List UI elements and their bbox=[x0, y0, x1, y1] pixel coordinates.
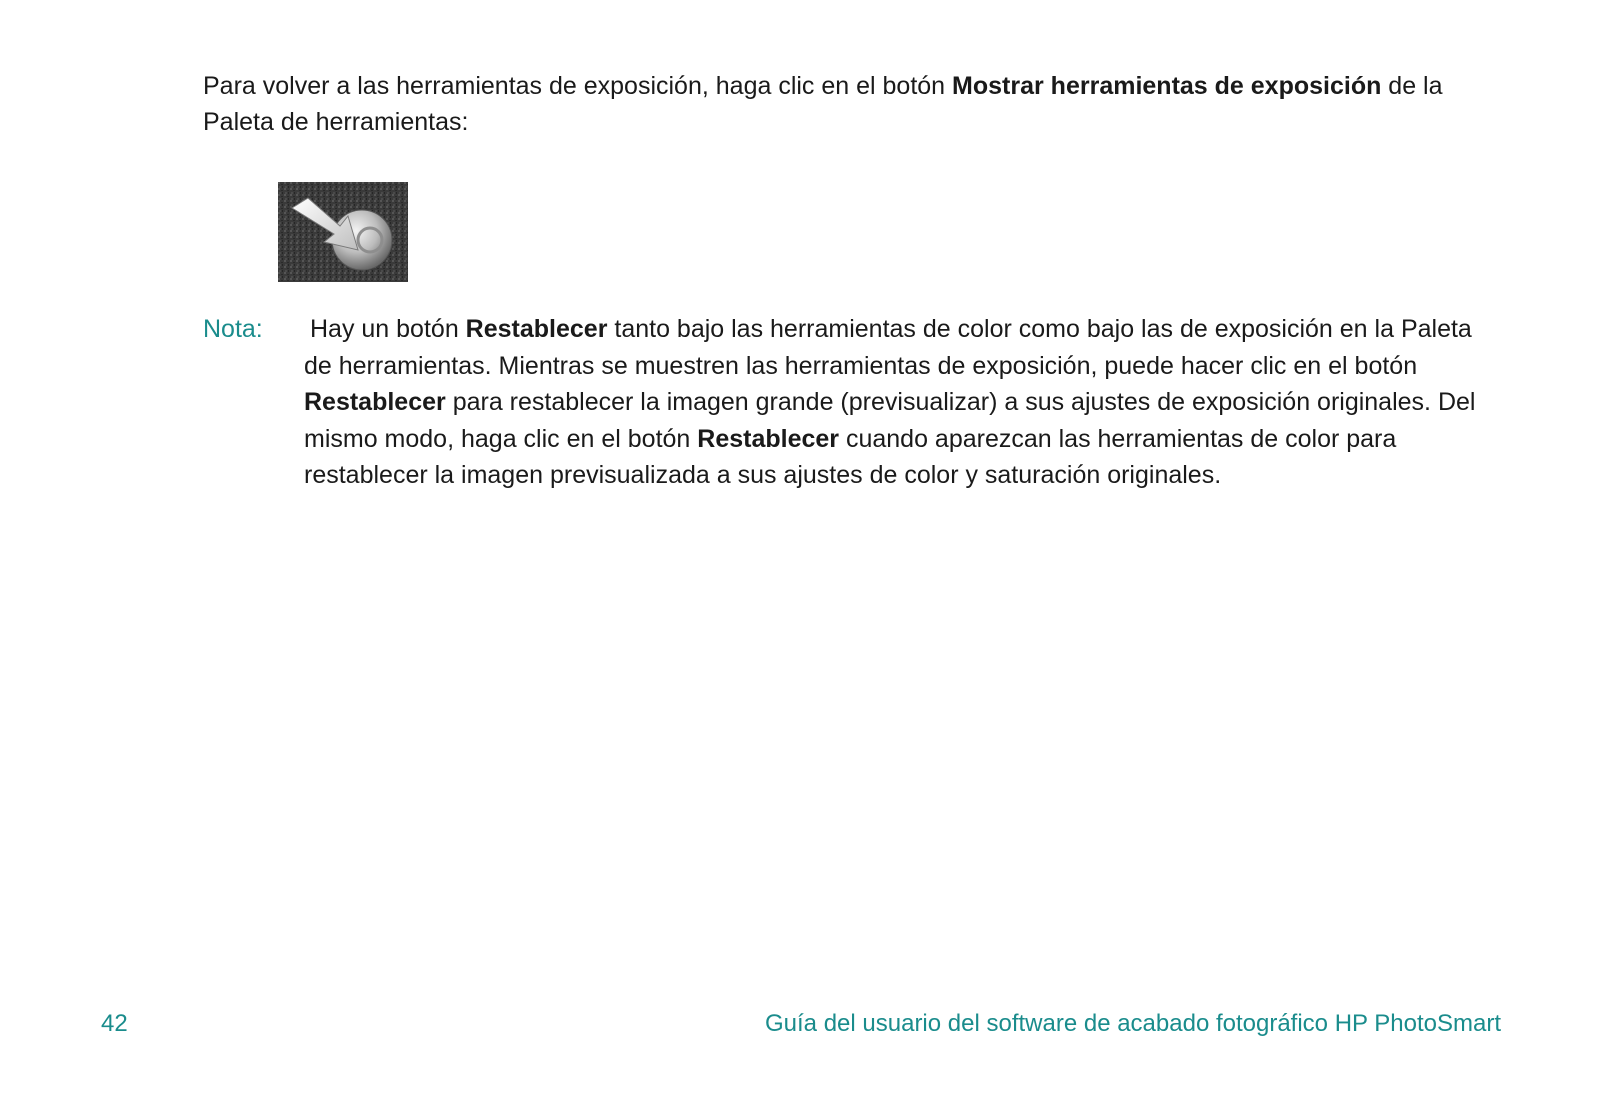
note-label: Nota: bbox=[203, 315, 263, 343]
note-bold-reset-1: Restablecer bbox=[465, 315, 608, 343]
intro-text-after: de la Paleta de herramientas: bbox=[203, 72, 1443, 136]
intro-paragraph bbox=[203, 68, 1493, 140]
intro-bold-button-name: Mostrar herramientas de exposición bbox=[952, 72, 1382, 100]
note-bold-reset-3: Restablecer bbox=[697, 424, 840, 453]
page-number: 42 bbox=[101, 1010, 128, 1037]
note-text-3: para restablecer la imagen grande (previsualizar) a sus ajustes de exposición originales. Del mismo modo, haga clic en el botón bbox=[304, 388, 1476, 453]
note-bold-reset-2: Restablecer bbox=[304, 388, 446, 416]
note-text-2: tanto bajo las herramientas de color como bajo las de exposición en la Paleta de herramientas. Mientras se muestren las herramientas de exposición, puede hacer clic en el botón bbox=[304, 315, 1472, 380]
note-text-1: Hay un botón bbox=[310, 315, 466, 343]
show-exposure-tools-button-icon bbox=[278, 182, 408, 282]
note-body bbox=[304, 311, 1504, 494]
footer-title: Guía del usuario del software de acabado fotográfico HP PhotoSmart bbox=[765, 1010, 1501, 1037]
intro-text-before: Para volver a las herramientas de exposición, haga clic en el botón bbox=[203, 72, 953, 100]
note-text-4: cuando aparezcan las herramientas de color para restablecer la imagen previsualizada a sus ajustes de color y saturación originales. bbox=[304, 424, 1397, 489]
